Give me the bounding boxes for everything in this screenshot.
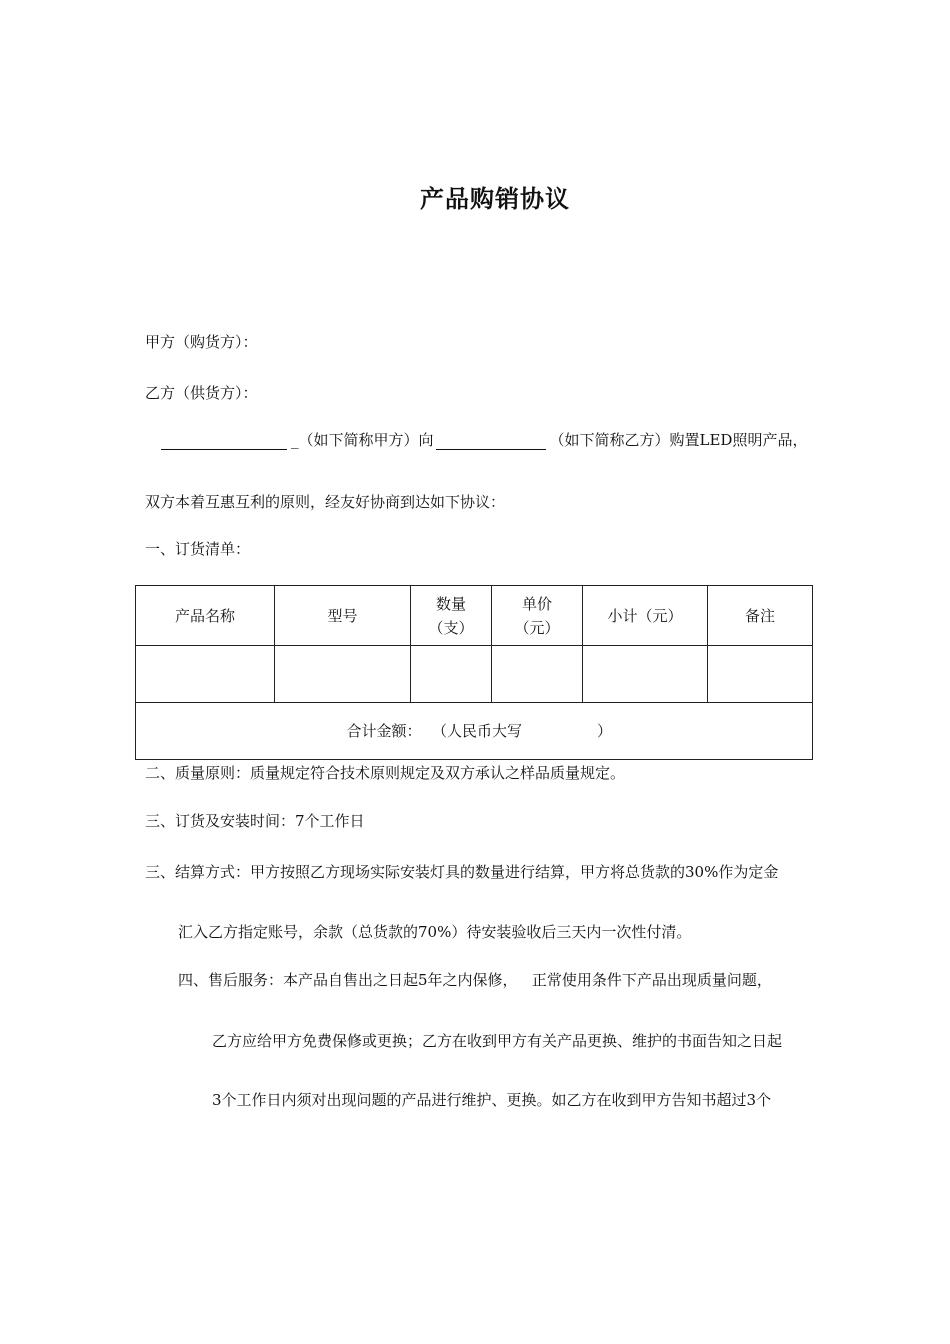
header-quantity: 数量 （支） (411, 586, 492, 646)
table-header-row (136, 586, 813, 646)
total-close-paren: ） (596, 722, 612, 740)
intro-line-2: 双方本着互惠互利的原则，经友好协商到达如下协议： (145, 493, 506, 511)
party-b-blank (436, 435, 546, 450)
header-model: 型号 (275, 586, 411, 646)
intro-line-1 (161, 430, 807, 450)
cell-quantity (411, 646, 492, 703)
header-unit-price: 单价 （元） (492, 586, 583, 646)
order-table (135, 585, 813, 760)
total-label: 合计金额： (346, 722, 422, 740)
section-service-line-2: 乙方应给甲方免费保修或更换；乙方在收到甲方有关产品更换、维护的书面告知之日起 (212, 1032, 783, 1050)
document-title: 产品购销协议 (420, 184, 570, 213)
table-row (136, 646, 813, 703)
party-a-blank (161, 435, 287, 450)
section-quality: 二、质量原则：质量规定符合技术原则规定及双方承认之样品质量规定。 (145, 764, 626, 782)
intro-part-1: _（如下简称甲方）向 (291, 431, 434, 449)
cell-model (275, 646, 411, 703)
intro-part-2: （如下简称乙方）购置LED照明产品， (549, 431, 808, 449)
table-total-row (136, 703, 813, 760)
section-service-line-1: 四、售后服务：本产品自售出之日起5年之内保修， 正常使用条件下产品出现质量问题， (178, 971, 772, 989)
section-order-heading: 一、订货清单： (145, 540, 251, 558)
total-cell (136, 703, 813, 760)
cell-subtotal (583, 646, 708, 703)
header-remark: 备注 (708, 586, 813, 646)
cell-unit-price (492, 646, 583, 703)
cell-product-name (136, 646, 275, 703)
section-payment-line-1: 三、结算方式：甲方按照乙方现场实际安装灯具的数量进行结算，甲方将总货款的30%作为定金 (145, 863, 779, 881)
party-b-label: 乙方（供货方）： (145, 384, 258, 402)
section-delivery: 三、订货及安装时间：7个工作日 (145, 812, 365, 830)
header-subtotal: 小计（元） (583, 586, 708, 646)
header-product-name: 产品名称 (136, 586, 275, 646)
cell-remark (708, 646, 813, 703)
section-payment-line-2: 汇入乙方指定账号，余款（总货款的70%）待安装验收后三天内一次性付清。 (178, 923, 692, 941)
party-a-label: 甲方（购货方）： (145, 333, 258, 351)
total-rmb-label: （人民币大写 (431, 722, 522, 740)
section-service-line-3: 3个工作日内须对出现问题的产品进行维护、更换。如乙方在收到甲方告知书超过3个 (212, 1091, 772, 1109)
